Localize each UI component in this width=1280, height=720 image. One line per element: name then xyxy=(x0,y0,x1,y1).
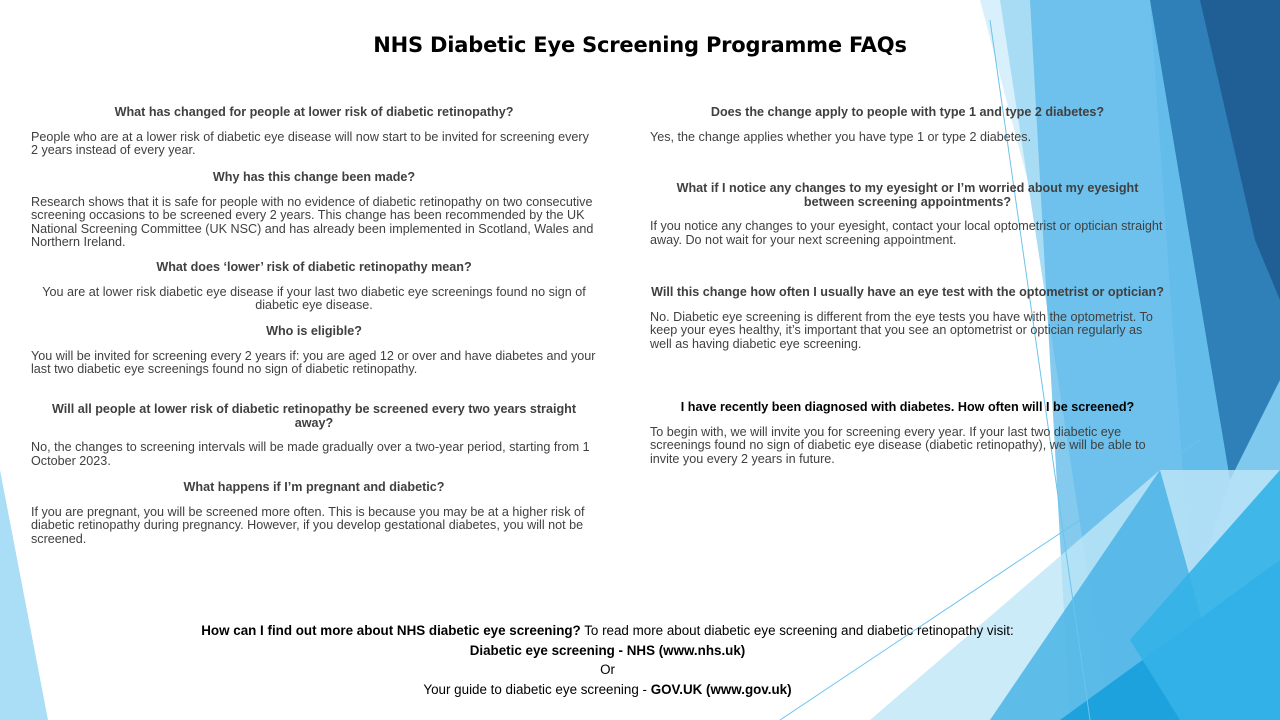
faq-item xyxy=(31,106,597,158)
faq-question: I have recently been diagnosed with diabetes. How often will I be screened? xyxy=(680,400,1135,414)
faq-answer: Research shows that it is safe for people with no evidence of diabetic retinopathy on two consecutive screening occasions to be screened every 2 years. This change has been recommended by the UK National Screening Committee (UK NSC) and has already been implemented in Scotland, Wales and Northern Ireland. xyxy=(31,194,594,250)
footer-line-2 xyxy=(200,680,1015,700)
faq-item xyxy=(31,325,597,377)
nhs-link[interactable]: Diabetic eye screening - NHS (www.nhs.uk) xyxy=(469,642,746,658)
faq-question: Will this change how often I usually have an eye test with the optometrist or optician? xyxy=(651,285,1164,299)
faq-question: Will all people at lower risk of diabetic retinopathy be screened every two years straight away? xyxy=(51,402,577,430)
faq-answer: To begin with, we will invite you for screening every year. If your last two diabetic eye screenings found no sign of diabetic eye disease (diabetic retinopathy), we will be able to invite you every 2 years in future. xyxy=(650,424,1146,466)
faq-question: Does the change apply to people with type 1 and type 2 diabetes? xyxy=(710,105,1105,119)
faq-item xyxy=(650,106,1165,144)
faq-question: Why has this change been made? xyxy=(212,170,416,184)
footer-intro: To read more about diabetic eye screening and diabetic retinopathy visit: xyxy=(580,623,1014,638)
faq-answer: People who are at a lower risk of diabetic eye disease will now start to be invited for screening every 2 years instead of every year. xyxy=(31,129,589,158)
faq-answer: You will be invited for screening every 2 years if: you are aged 12 or over and have diabetes and your last two diabetic eye screenings found no sign of diabetic retinopathy. xyxy=(31,348,596,377)
faq-answer: If you are pregnant, you will be screened more often. This is because you may be at a higher risk of diabetic retinopathy during pregnancy. However, if you develop gestational diabetes, you will not be screened. xyxy=(31,504,585,546)
faq-item xyxy=(650,182,1165,247)
govuk-link[interactable]: GOV.UK (www.gov.uk) xyxy=(650,681,792,697)
faq-answer: Yes, the change applies whether you have type 1 or type 2 diabetes. xyxy=(650,129,1032,144)
faq-question: What has changed for people at lower risk of diabetic retinopathy? xyxy=(114,105,514,119)
faq-item xyxy=(650,401,1165,466)
faq-item xyxy=(31,261,597,313)
footer-question: How can I find out more about NHS diabetic eye screening? xyxy=(201,623,581,638)
faq-item xyxy=(31,403,597,468)
footer-more-info xyxy=(200,621,1015,699)
faq-question: What if I notice any changes to my eyesight or I’m worried about my eyesight between screening appointments? xyxy=(676,181,1139,209)
faq-item xyxy=(31,481,597,546)
faq-answer: No, the changes to screening intervals will be made gradually over a two-year period, starting from 1 October 2023. xyxy=(31,440,590,468)
page-title: NHS Diabetic Eye Screening Programme FAQs xyxy=(373,33,907,57)
faq-answer: No. Diabetic eye screening is different from the eye tests you have with the optometrist. To keep your eyes healthy, it’s important that you see an optometrist or optician regularly as well as having diabetic eye screening. xyxy=(650,309,1153,351)
footer-or: Or xyxy=(600,662,615,677)
faq-question: What happens if I’m pregnant and diabetic? xyxy=(183,480,445,494)
footer-line xyxy=(200,621,1015,660)
faq-question: What does ‘lower’ risk of diabetic retinopathy mean? xyxy=(156,260,472,274)
footer-guide-prefix: Your guide to diabetic eye screening - xyxy=(423,681,651,697)
faq-answer: You are at lower risk diabetic eye disease if your last two diabetic eye screenings found no sign of diabetic eye disease. xyxy=(42,284,586,313)
faq-item xyxy=(650,286,1165,351)
faq-answer: If you notice any changes to your eyesight, contact your local optometrist or optician straight away. Do not wait for your next screening appointment. xyxy=(650,219,1163,247)
faq-item xyxy=(31,171,597,250)
faq-question: Who is eligible? xyxy=(266,324,362,338)
